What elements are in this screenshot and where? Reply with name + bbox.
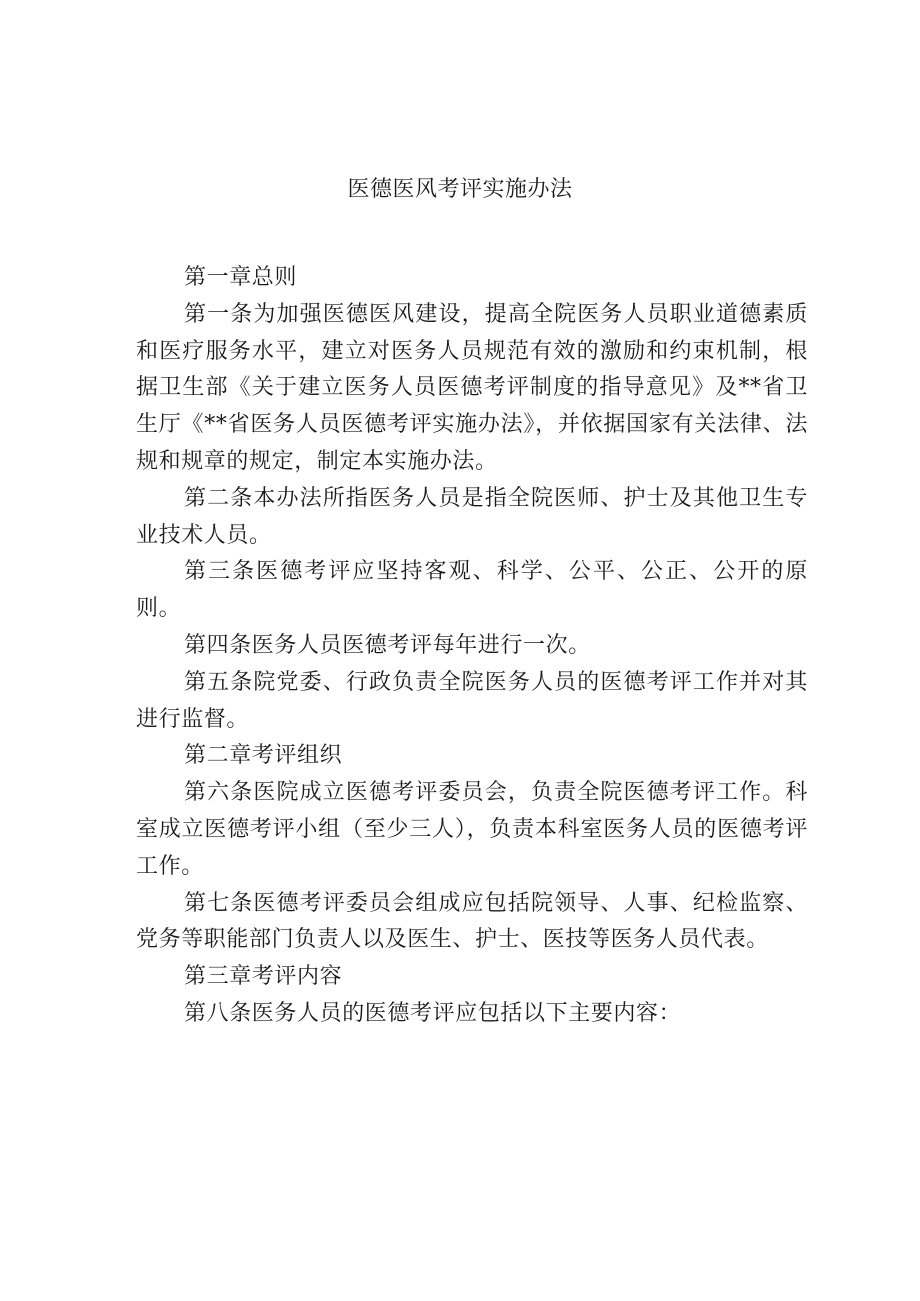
document-body <box>136 260 808 1033</box>
document-title: 医德医风考评实施办法 <box>347 177 573 202</box>
chapter-heading: 第二章考评组织 <box>184 743 343 769</box>
chapter-heading: 第三章考评内容 <box>184 964 343 990</box>
article-paragraph: 第六条医院成立医德考评委员会，负责全院医德考评工作。科室成立医德考评小组（至少三人），负责本科室医务人员的医德考评工作。 <box>136 780 808 879</box>
chapter-heading: 第一章总则 <box>184 265 298 290</box>
article-paragraph: 第八条医务人员的医德考评应包括以下主要内容： <box>184 1000 682 1026</box>
article-paragraph: 第三条医德考评应坚持客观、科学、公平、公正、公开的原则。 <box>136 559 808 622</box>
article-paragraph: 第一条为加强医德医风建设，提高全院医务人员职业道德素质和医疗服务水平，建立对医务人员规范有效的激励和约束机制，根据卫生部《关于建立医务人员医德考评制度的指导意见》及**省卫生厅《**省医务人员医德考评实施办法》，并依据国家有关法律、法规和规章的规定，制定本实施办法。 <box>136 301 808 474</box>
article-paragraph: 第五条院党委、行政负责全院医务人员的医德考评工作并对其进行监督。 <box>136 669 808 732</box>
article-paragraph: 第七条医德考评委员会组成应包括院领导、人事、纪检监察、党务等职能部门负责人以及医生、护士、医技等医务人员代表。 <box>136 890 808 953</box>
article-paragraph: 第四条医务人员医德考评每年进行一次。 <box>184 632 591 658</box>
article-paragraph: 第二条本办法所指医务人员是指全院医师、护士及其他卫生专业技术人员。 <box>136 485 808 548</box>
